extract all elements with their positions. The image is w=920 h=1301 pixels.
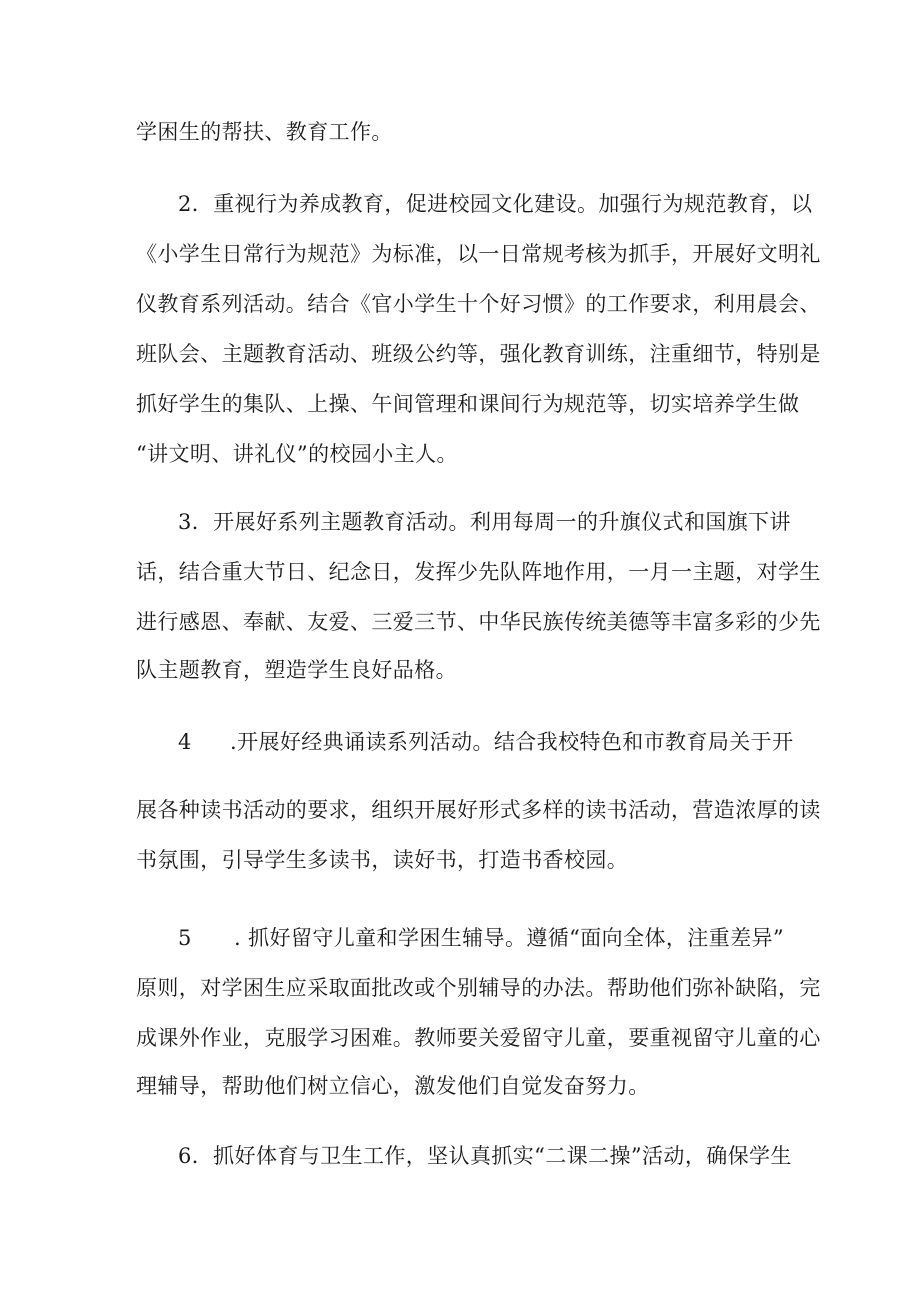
- text-line: 成课外作业，克服学习困难。教师要关爱留守儿童，要重视留守儿童的心: [136, 1026, 821, 1050]
- text-line: 书氛围，引导学生多读书，读好书，打造书香校园。: [136, 848, 629, 872]
- item-4-text: .开展好经典诵读系列活动。结合我校特色和市教育局关于开: [230, 730, 794, 754]
- item-5-number: 5: [178, 926, 192, 950]
- text-line: 队主题教育，塑造学生良好品格。: [136, 658, 457, 682]
- text-line: 展各种读书活动的要求，组织开展好形式多样的读书活动，营造浓厚的读: [136, 798, 821, 822]
- text-line: 班队会、主题教育活动、班级公约等，强化教育训练，注重细节，特别是: [136, 342, 821, 366]
- item-4-number: 4: [178, 730, 192, 754]
- text-line: 抓好学生的集队、上操、午间管理和课间行为规范等，切实培养学生做: [136, 392, 800, 416]
- item-2-heading: 2．重视行为养成教育，促进校园文化建设。加强行为规范教育，以: [178, 192, 813, 216]
- text-line: 话，结合重大节日、纪念日，发挥少先队阵地作用，一月一主题，对学生: [136, 560, 821, 584]
- item-5-text: . 抓好留守儿童和学困生辅导。遵循“面向全体，注重差异”: [234, 926, 785, 950]
- text-line: 学困生的帮扶、教育工作。: [136, 120, 393, 144]
- text-line: 进行感恩、奉献、友爱、三爱三节、中华民族传统美德等丰富多彩的少先: [136, 610, 821, 634]
- text-line: 原则，对学困生应采取面批改或个别辅导的办法。帮助他们弥补缺陷，完: [136, 976, 821, 1000]
- item-4-heading: [178, 728, 793, 756]
- text-line: 理辅导，帮助他们树立信心，激发他们自觉发奋努力。: [136, 1074, 650, 1098]
- text-line: 仪教育系列活动。结合《官小学生十个好习惯》的工作要求，利用晨会、: [136, 292, 821, 316]
- text-line: 《小学生日常行为规范》为标准，以一日常规考核为抓手，开展好文明礼: [136, 242, 821, 266]
- text-line: “讲文明、讲礼仪”的校园小主人。: [136, 442, 458, 466]
- item-3-heading: 3．开展好系列主题教育活动。利用每周一的升旗仪式和国旗下讲: [178, 510, 791, 534]
- item-5-heading: [178, 924, 784, 952]
- item-6-heading: 6．抓好体育与卫生工作，坚认真抓实“二课二操”活动，确保学生: [178, 1144, 792, 1168]
